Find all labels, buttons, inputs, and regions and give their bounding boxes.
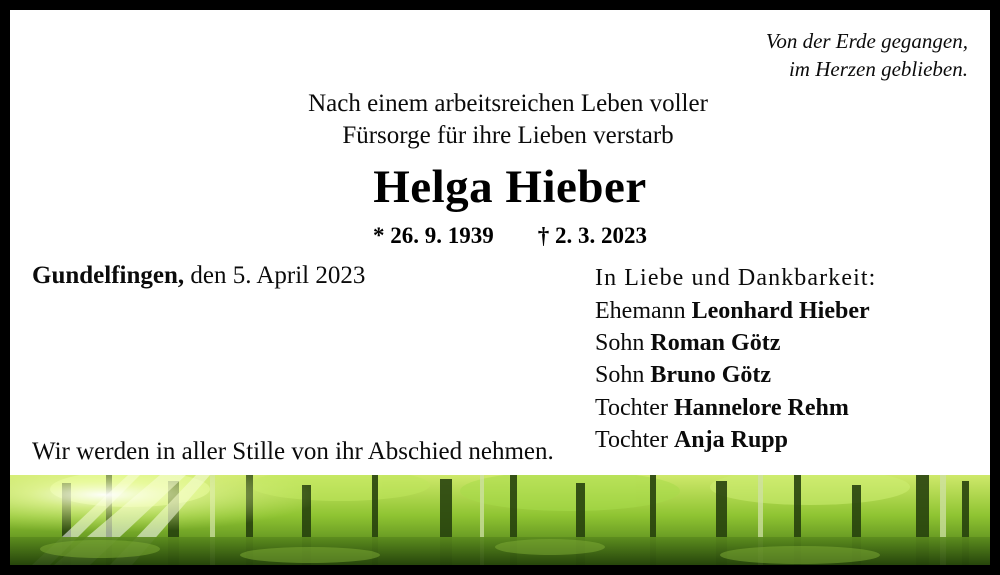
family-relation: Sohn	[595, 362, 651, 389]
family-member	[595, 424, 876, 456]
family-relation: Sohn	[595, 330, 651, 357]
family-member	[595, 327, 876, 359]
closing-line: Wir werden in aller Stille von ihr Abschied nehmen.	[32, 438, 554, 465]
place-and-date-line	[32, 262, 365, 290]
family-member-name: Roman Götz	[650, 330, 781, 357]
family-relation: Tochter	[595, 426, 674, 453]
family-member-name: Bruno Götz	[650, 362, 772, 389]
notice-card	[10, 10, 990, 565]
family-member	[595, 359, 876, 391]
family-relation: Ehemann	[595, 298, 692, 325]
family-member-name: Leonhard Hieber	[691, 298, 870, 325]
family-member	[595, 392, 876, 424]
family-member	[595, 295, 876, 327]
motto-line-2: im Herzen geblieben.	[788, 56, 968, 81]
forest-photo	[10, 475, 990, 565]
death-date: † 2. 3. 2023	[537, 223, 647, 248]
family-member-name: Hannelore Rehm	[673, 394, 849, 421]
family-heading: In Liebe und Dankbarkeit:	[595, 265, 877, 291]
notice-date: den 5. April 2023	[184, 262, 366, 289]
family-relation: Tochter	[595, 394, 674, 421]
intro-block	[10, 88, 990, 152]
family-block	[595, 262, 876, 456]
place-name: Gundelfingen,	[32, 262, 185, 289]
notice-inner	[10, 10, 990, 565]
forest-photo-illustration	[10, 475, 990, 565]
motto-line-1: Von der Erde gegangen,	[765, 29, 968, 53]
life-dates	[10, 223, 990, 249]
intro-line-1: Nach einem arbeitsreichen Leben voller	[308, 90, 708, 117]
intro-line-2: Fürsorge für ihre Lieben verstarb	[342, 122, 674, 149]
deceased-name: Helga Hieber	[373, 161, 647, 213]
birth-date: * 26. 9. 1939	[373, 223, 494, 248]
family-member-name: Anja Rupp	[673, 426, 788, 453]
motto-block	[766, 28, 968, 84]
